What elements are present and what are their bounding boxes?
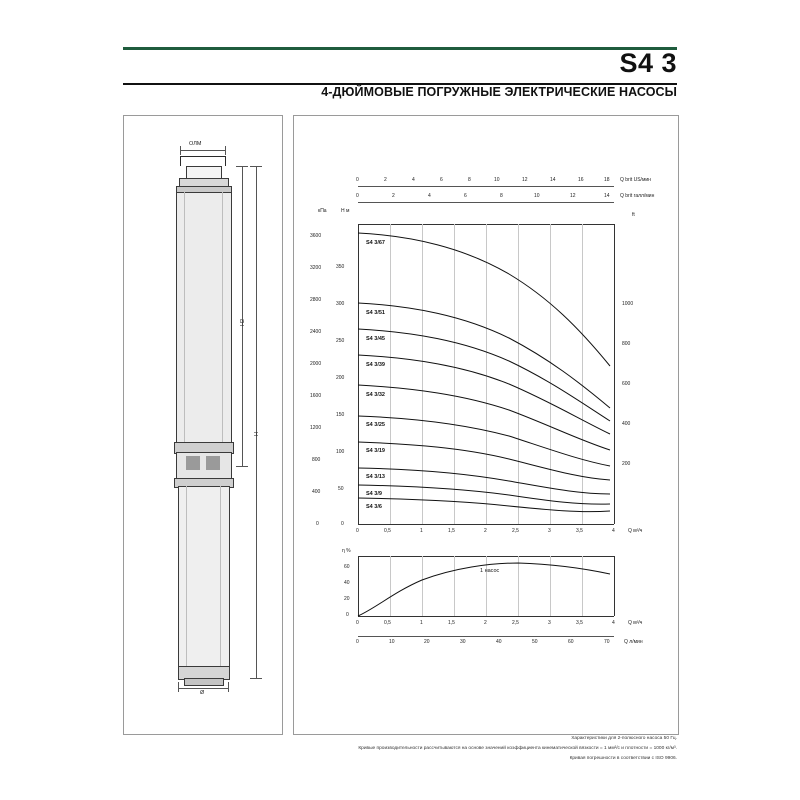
dim-label-bottom: Ø [200, 690, 205, 696]
xtick-6: 3 [548, 528, 551, 534]
curve-label-3: S4 3/39 [366, 362, 385, 368]
xtick-top1-0: 0 [356, 177, 359, 183]
ytick-m-7: 350 [336, 264, 345, 270]
curve-label-1: S4 3/51 [366, 310, 385, 316]
ytick-kpa-9: 3600 [310, 233, 322, 239]
xtick-top2-5: 10 [534, 193, 540, 199]
yaxis-kpa-name: кПа [318, 208, 327, 214]
xtick-top2-3: 6 [464, 193, 467, 199]
footnote-3: Кривая погрешности в соответствии с ISO 9906. [569, 756, 677, 761]
yaxis-h-name: H м [341, 208, 350, 214]
ytick-m-3: 150 [336, 412, 345, 418]
ytick-kpa-6: 2400 [310, 329, 322, 335]
dim-label-h2: H2 [240, 318, 246, 326]
curve-s4-3-6 [358, 498, 610, 512]
xaxis-eff-name: Q м³/ч [628, 620, 643, 626]
xaxis-top1-name: Q brit US/мин [620, 177, 651, 183]
xtick-5: 2,5 [512, 528, 519, 534]
ytick-kpa-8: 3200 [310, 265, 322, 271]
ytick-m-1: 50 [338, 486, 344, 492]
xtick-eff-3: 1,5 [448, 620, 455, 626]
ytick-m-4: 200 [336, 375, 345, 381]
xaxis-name: Q м³/ч [628, 528, 643, 534]
ytick-eff-3: 60 [344, 564, 350, 570]
performance-charts-panel [293, 115, 679, 735]
curve-label-eff: 1 насос [480, 568, 500, 574]
yaxis-ft-name: ft [632, 212, 635, 218]
xtick-eff-8: 4 [612, 620, 615, 626]
curve-s4-3-39 [358, 355, 610, 434]
ytick-m-5: 250 [336, 338, 345, 344]
xtick-0: 0 [356, 528, 359, 534]
xtick-eff-4: 2 [484, 620, 487, 626]
xtick-1: 0,5 [384, 528, 391, 534]
footnote-1: Характеристики для 2-полюсного насоса 50 Гц. [571, 736, 677, 741]
xtick-lmin-6: 60 [568, 639, 574, 645]
xtick-top2-6: 12 [570, 193, 576, 199]
xtick-eff-5: 2,5 [512, 620, 519, 626]
xtick-lmin-1: 10 [389, 639, 395, 645]
dim-label-h: H [254, 432, 260, 436]
xtick-top1-6: 12 [522, 177, 528, 183]
xtick-top2-1: 2 [392, 193, 395, 199]
xtick-top1-4: 8 [468, 177, 471, 183]
ytick-kpa-3: 1200 [310, 425, 322, 431]
ytick-ft-1: 400 [622, 421, 631, 427]
curve-label-6: S4 3/19 [366, 448, 385, 454]
ytick-kpa-5: 2000 [310, 361, 322, 367]
ytick-ft-0: 200 [622, 461, 631, 467]
ytick-ft-4: 1000 [622, 301, 634, 307]
curve-label-9: S4 3/6 [366, 504, 382, 510]
xtick-lmin-2: 20 [424, 639, 430, 645]
ytick-kpa-2: 800 [312, 457, 321, 463]
ytick-kpa-4: 1600 [310, 393, 322, 399]
page-title: S4 3 [619, 48, 677, 78]
dim-label-top: ОЛM [189, 141, 202, 147]
xtick-top1-7: 14 [550, 177, 556, 183]
xtick-8: 4 [612, 528, 615, 534]
xtick-top2-4: 8 [500, 193, 503, 199]
xtick-top2-0: 0 [356, 193, 359, 199]
xtick-eff-7: 3,5 [576, 620, 583, 626]
curve-label-2: S4 3/45 [366, 336, 385, 342]
ytick-kpa-0: 0 [316, 521, 319, 527]
curve-s4-3-13 [358, 468, 610, 494]
xtick-top1-3: 6 [440, 177, 443, 183]
curve-s4-3-25 [358, 416, 610, 466]
xtick-top1-1: 2 [384, 177, 387, 183]
curve-label-0: S4 3/67 [366, 240, 385, 246]
xtick-lmin-7: 70 [604, 639, 610, 645]
ytick-kpa-7: 2800 [310, 297, 322, 303]
ytick-eff-0: 0 [346, 612, 349, 618]
xtick-eff-0: 0 [356, 620, 359, 626]
xtick-top2-2: 4 [428, 193, 431, 199]
xtick-eff-1: 0,5 [384, 620, 391, 626]
xtick-top1-8: 16 [578, 177, 584, 183]
curve-s4-3-9 [358, 485, 610, 504]
xtick-top2-7: 14 [604, 193, 610, 199]
xtick-4: 2 [484, 528, 487, 534]
footnote-2: Кривые производительности рассчитываются на основе значений коэффициента кинематической вязкости = 1 мм²/с и плотности = 1000 кг/м³. [358, 746, 677, 751]
yaxis-eff-name: η % [342, 548, 351, 554]
head-curves-svg [294, 116, 678, 546]
xtick-lmin-5: 50 [532, 639, 538, 645]
ytick-m-0: 0 [341, 521, 344, 527]
ytick-m-2: 100 [336, 449, 345, 455]
xtick-eff-6: 3 [548, 620, 551, 626]
efficiency-curve-svg [294, 546, 678, 656]
pump-drawing-panel [123, 115, 283, 735]
chart-head-curves [294, 116, 678, 546]
curve-label-7: S4 3/13 [366, 474, 385, 480]
xtick-7: 3,5 [576, 528, 583, 534]
xtick-lmin-4: 40 [496, 639, 502, 645]
curve-label-8: S4 3/9 [366, 491, 382, 497]
curve-s4-3-19 [358, 442, 610, 480]
xaxis-top2-name: Q brit галл/мин [620, 193, 655, 199]
xtick-lmin-0: 0 [356, 639, 359, 645]
curve-label-4: S4 3/32 [366, 392, 385, 398]
curve-s4-3-32 [358, 385, 610, 450]
ytick-ft-3: 800 [622, 341, 631, 347]
chart-efficiency [294, 546, 678, 656]
xtick-3: 1,5 [448, 528, 455, 534]
ytick-eff-2: 40 [344, 580, 350, 586]
curve-label-5: S4 3/25 [366, 422, 385, 428]
xtick-top1-5: 10 [494, 177, 500, 183]
xtick-eff-2: 1 [420, 620, 423, 626]
xtick-top1-2: 4 [412, 177, 415, 183]
xtick-2: 1 [420, 528, 423, 534]
curve-s4-3-51 [358, 303, 610, 408]
ytick-m-6: 300 [336, 301, 345, 307]
page-subtitle: 4-ДЮЙМОВЫЕ ПОГРУЖНЫЕ ЭЛЕКТРИЧЕСКИЕ НАСОСЫ [321, 85, 677, 99]
xtick-lmin-3: 30 [460, 639, 466, 645]
ytick-kpa-1: 400 [312, 489, 321, 495]
ytick-eff-1: 20 [344, 596, 350, 602]
ytick-ft-2: 600 [622, 381, 631, 387]
header-top-rule [123, 47, 677, 50]
xtick-top1-9: 18 [604, 177, 610, 183]
curve-s4-3-67 [358, 233, 610, 366]
xaxis-lmin-name: Q л/мин [624, 639, 643, 645]
